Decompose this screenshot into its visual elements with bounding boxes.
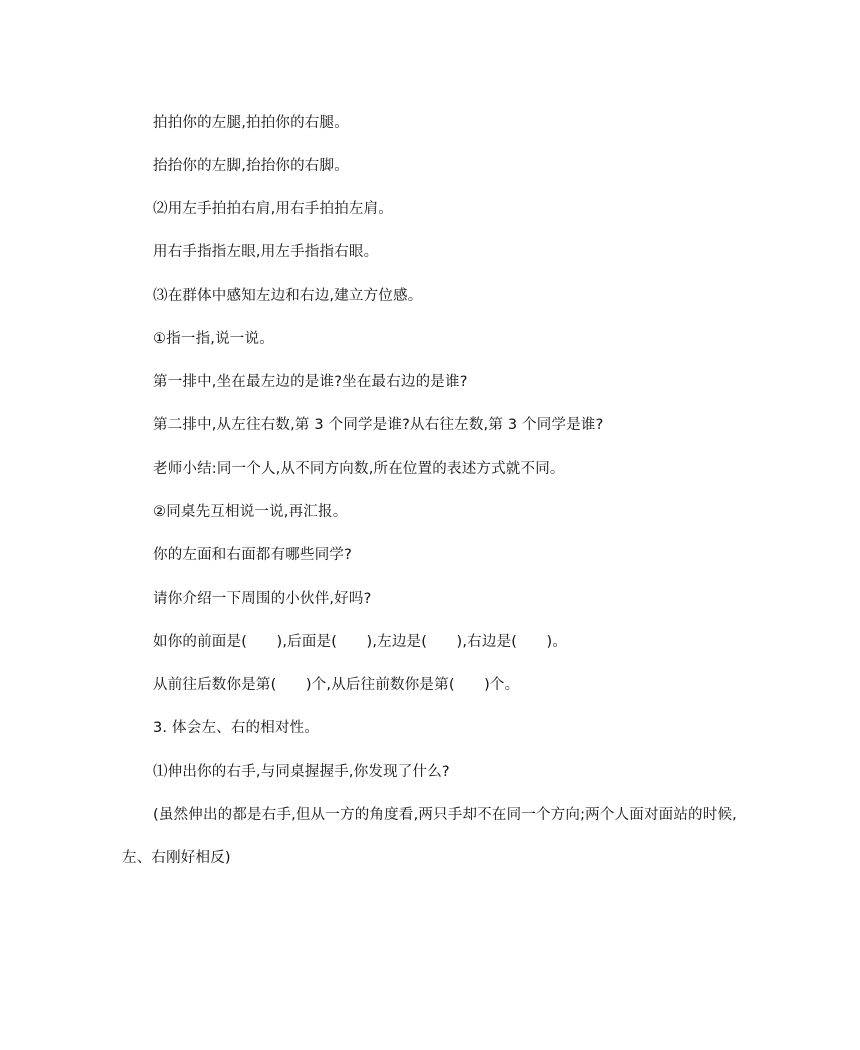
text-line-6: ①指一指,说一说。	[153, 331, 274, 347]
text-line-12: 请你介绍一下周围的小伙伴,好吗?	[153, 591, 372, 607]
text-line-17: (虽然伸出的都是右手,但从一方的角度看,两只手却不在同一个方向;两个人面对面站的时候,	[153, 807, 737, 823]
text-line-3: ⑵用左手拍拍右肩,用右手拍拍左肩。	[153, 201, 394, 217]
text-line-11: 你的左面和右面都有哪些同学?	[153, 547, 352, 563]
text-line-4: 用右手指指左眼,用左手指指右眼。	[153, 244, 379, 260]
text-line-1: 拍拍你的左腿,拍拍你的右腿。	[153, 115, 349, 131]
text-line-16: ⑴伸出你的右手,与同桌握握手,你发现了什么?	[153, 764, 450, 780]
text-line-18: 左、右刚好相反)	[122, 850, 231, 866]
text-line-8: 第二排中,从左往右数,第 3 个同学是谁?从右往左数,第 3 个同学是谁?	[153, 417, 604, 433]
text-line-14: 从前往后数你是第( )个,从后往前数你是第( )个。	[153, 677, 520, 693]
text-line-7: 第一排中,坐在最左边的是谁?坐在最右边的是谁?	[153, 374, 468, 390]
text-line-10: ②同桌先互相说一说,再汇报。	[153, 504, 348, 520]
text-line-2: 抬抬你的左脚,抬抬你的右脚。	[153, 158, 349, 174]
text-line-13: 如你的前面是( ),后面是( ),左边是( ),右边是( )。	[153, 634, 568, 650]
text-line-15: 3. 体会左、右的相对性。	[153, 720, 320, 736]
text-line-5: ⑶在群体中感知左边和右边,建立方位感。	[153, 288, 423, 304]
text-line-9: 老师小结:同一个人,从不同方向数,所在位置的表述方式就不同。	[153, 461, 565, 477]
